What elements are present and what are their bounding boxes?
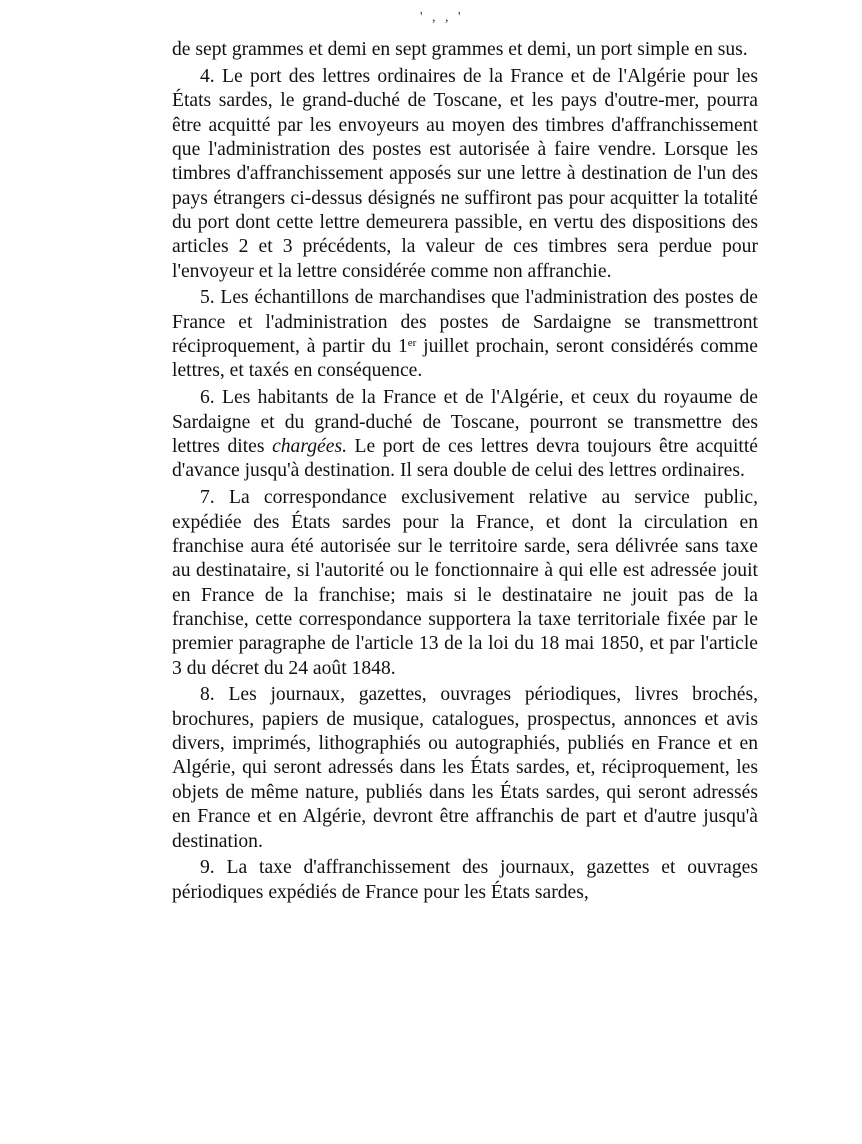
paragraph-text: Le port des lettres ordinaires de la France et de l'Algérie pour les États sardes, le grand-duché de Toscane, et les pays d'outre-mer, pourra être acquitté par les envoyeurs au moyen des timbres d'affranchissement que l'administration des postes est autorisée à faire vendre. Lorsque les timbres d'affranchissement apposés sur une lettre à destination de l'un des pays étrangers ci-dessus désignés ne suffiront pas pour acquitter la totalité du port dont cette lettre demeurera passible, en vertu des dispositions des articles 2 et 3 précédents, la valeur de ces timbres sera perdue pour l'envoyeur et la lettre considérée comme non affranchie.: [172, 65, 758, 282]
article-number: 7.: [200, 487, 215, 509]
document-body: [172, 38, 758, 905]
paragraph-text: Les habitants de la France et de l'Algérie, et ceux du royaume de Sardaigne et du grand-duché de Toscane, pourront se transmettre des lettres dites: [172, 387, 759, 457]
paragraph-text: de sept grammes et demi en sept grammes et demi, un port simple en sus.: [172, 39, 748, 60]
article-8: [172, 683, 758, 853]
article-number: 6.: [200, 387, 215, 409]
paragraph-continuation: [172, 38, 758, 62]
page-top-mark: ' , , ': [420, 10, 464, 25]
paragraph-text: Les journaux, gazettes, ouvrages périodiques, livres brochés, brochures, papiers de musique, catalogues, prospectus, annonces et avis divers, imprimés, lithographiés ou autographiés, publiés en France et en Algérie, qui seront adressés dans les États sardes, et, réciproquement, les objets de même nature, publiés dans les États sardes, qui seront adressés en France et en Algérie, devront être affranchis de part et d'autre jusqu'à destination.: [172, 684, 758, 852]
article-5: [172, 286, 758, 383]
paragraph-text: La correspondance exclusivement relative au service public, expédiée des États sardes pour la France, et dont la circulation en franchise aura été autorisée sur le territoire sarde, sera délivrée sans taxe au destinataire, si l'autorité ou le fonctionnaire à qui elle est adressée jouit en France de la franchise; mais si le destinataire ne jouit pas de la franchise, cette correspondance supportera la taxe territoriale fixée par le premier paragraphe de l'article 13 de la loi du 18 mai 1850, et par l'article 3 du décret du 24 août 1848.: [172, 487, 758, 679]
italic-term: chargées.: [272, 436, 347, 457]
ordinal-superscript: er: [407, 337, 417, 350]
article-number: 4.: [200, 65, 215, 87]
article-6: [172, 386, 758, 483]
paragraph-text: Le port de ces lettres devra toujours être acquitté d'avance jusqu'à destination. Il sera double de celui des lettres ordinaires.: [172, 436, 758, 482]
article-number: 8.: [200, 684, 215, 706]
article-7: [172, 486, 758, 681]
paragraph-text: La taxe d'affranchissement des journaux, gazettes et ouvrages périodiques expédiés de France pour les États sardes,: [172, 857, 758, 903]
paragraph-text: Les échantillons de marchandises que l'administration des postes de France et l'administration des postes de Sardaigne se transmettront réciproquement, à partir du 1: [172, 287, 758, 358]
article-number: 9.: [200, 857, 215, 879]
paragraph-text: juillet prochain, seront considérés comme lettres, et taxés en conséquence.: [172, 336, 758, 382]
article-9: [172, 856, 758, 905]
article-4: [172, 65, 758, 284]
article-number: 5.: [200, 287, 215, 309]
